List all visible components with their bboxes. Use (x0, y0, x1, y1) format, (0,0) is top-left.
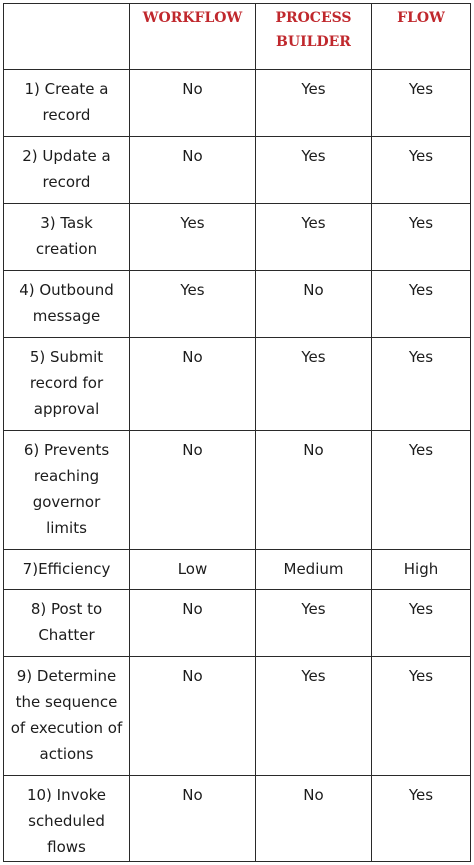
header-cell-process-builder: PROCESS BUILDER (256, 4, 372, 70)
process-builder-cell: Yes (256, 590, 372, 657)
table-row (4, 204, 471, 271)
process-builder-cell: No (256, 776, 372, 862)
flow-cell: High (372, 550, 471, 590)
feature-cell: 7)Efficiency (4, 550, 130, 590)
feature-cell: 1) Create a record (4, 70, 130, 137)
header-cell-flow: FLOW (372, 4, 471, 70)
process-builder-cell: Yes (256, 338, 372, 431)
feature-cell: 8) Post to Chatter (4, 590, 130, 657)
flow-cell: Yes (372, 271, 471, 338)
workflow-cell: Yes (130, 204, 256, 271)
workflow-cell: No (130, 590, 256, 657)
table-row (4, 338, 471, 431)
workflow-cell: No (130, 657, 256, 776)
process-builder-cell: Yes (256, 657, 372, 776)
feature-cell: 4) Outbound message (4, 271, 130, 338)
feature-cell: 2) Update a record (4, 137, 130, 204)
workflow-cell: No (130, 137, 256, 204)
flow-cell: Yes (372, 70, 471, 137)
process-builder-cell: Yes (256, 204, 372, 271)
flow-cell: Yes (372, 590, 471, 657)
workflow-cell: Low (130, 550, 256, 590)
flow-cell: Yes (372, 431, 471, 550)
workflow-cell: No (130, 776, 256, 862)
workflow-cell: No (130, 338, 256, 431)
table-row (4, 590, 471, 657)
workflow-cell: No (130, 70, 256, 137)
table-row (4, 550, 471, 590)
table-row (4, 657, 471, 776)
table-row (4, 271, 471, 338)
workflow-cell: No (130, 431, 256, 550)
feature-cell: 3) Task creation (4, 204, 130, 271)
comparison-table (3, 3, 471, 862)
flow-cell: Yes (372, 137, 471, 204)
feature-cell: 9) Determine the sequence of execution of actions (4, 657, 130, 776)
table-row (4, 776, 471, 862)
flow-cell: Yes (372, 657, 471, 776)
workflow-cell: Yes (130, 271, 256, 338)
table-row (4, 431, 471, 550)
process-builder-cell: Medium (256, 550, 372, 590)
header-row (4, 4, 471, 70)
flow-cell: Yes (372, 776, 471, 862)
header-cell-workflow: WORKFLOW (130, 4, 256, 70)
process-builder-cell: No (256, 271, 372, 338)
process-builder-cell: Yes (256, 70, 372, 137)
feature-cell: 6) Prevents reaching governor limits (4, 431, 130, 550)
header-cell-feature (4, 4, 130, 70)
process-builder-cell: No (256, 431, 372, 550)
flow-cell: Yes (372, 338, 471, 431)
feature-cell: 5) Submit record for approval (4, 338, 130, 431)
table-row (4, 137, 471, 204)
flow-cell: Yes (372, 204, 471, 271)
table-row (4, 70, 471, 137)
feature-cell: 10) Invoke scheduled flows (4, 776, 130, 862)
process-builder-cell: Yes (256, 137, 372, 204)
